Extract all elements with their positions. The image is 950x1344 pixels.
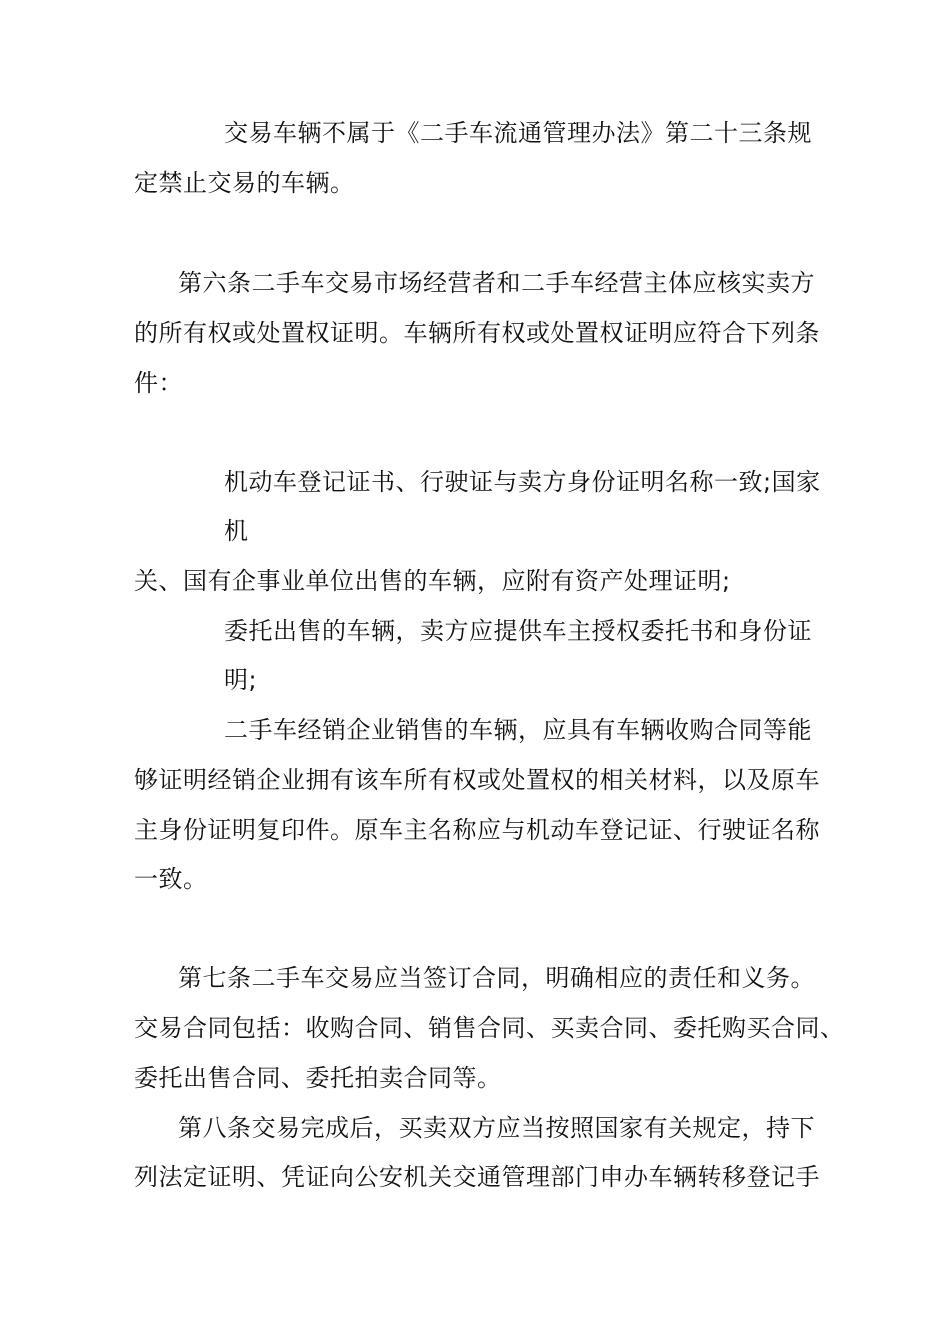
text-line: 第七条二手车交易应当签订合同，明确相应的责任和义务。 — [178, 964, 815, 992]
text-line: 二手车经销企业销售的车辆，应具有车辆收购合同等能 — [224, 716, 812, 744]
text-line: 明; — [224, 666, 258, 694]
text-line: 的所有权或处置权证明。车辆所有权或处置权证明应符合下列条 — [134, 319, 820, 347]
text-line: 第六条二手车交易市场经营者和二手车经营主体应核实卖方 — [178, 269, 815, 297]
text-line: 列法定证明、凭证向公安机关交通管理部门申办车辆转移登记手 — [134, 1163, 820, 1191]
text-line: 够证明经销企业拥有该车所有权或处置权的相关材料，以及原车 — [134, 766, 820, 794]
text-line: 定禁止交易的车辆。 — [134, 169, 355, 197]
text-line: 委托出售的车辆，卖方应提供车主授权委托书和身份证 — [224, 617, 812, 645]
text-line: 主身份证明复印件。原车主名称应与机动车登记证、行驶证名称 — [134, 816, 820, 844]
text-line: 关、国有企事业单位出售的车辆，应附有资产处理证明; — [134, 567, 731, 595]
text-line: 交易车辆不属于《二手车流通管理办法》第二十三条规 — [224, 119, 812, 147]
text-line: 机动车登记证书、行驶证与卖方身份证明名称一致;国家 — [224, 468, 821, 496]
text-line: 件： — [134, 369, 183, 397]
text-line: 委托出售合同、委托拍卖合同等。 — [134, 1064, 502, 1092]
text-line: 交易合同包括：收购合同、销售合同、买卖合同、委托购买合同、 — [134, 1014, 845, 1042]
text-line: 第八条交易完成后，买卖双方应当按照国家有关规定，持下 — [178, 1114, 815, 1142]
text-line: 一致。 — [134, 865, 208, 893]
text-line: 机 — [224, 517, 249, 545]
